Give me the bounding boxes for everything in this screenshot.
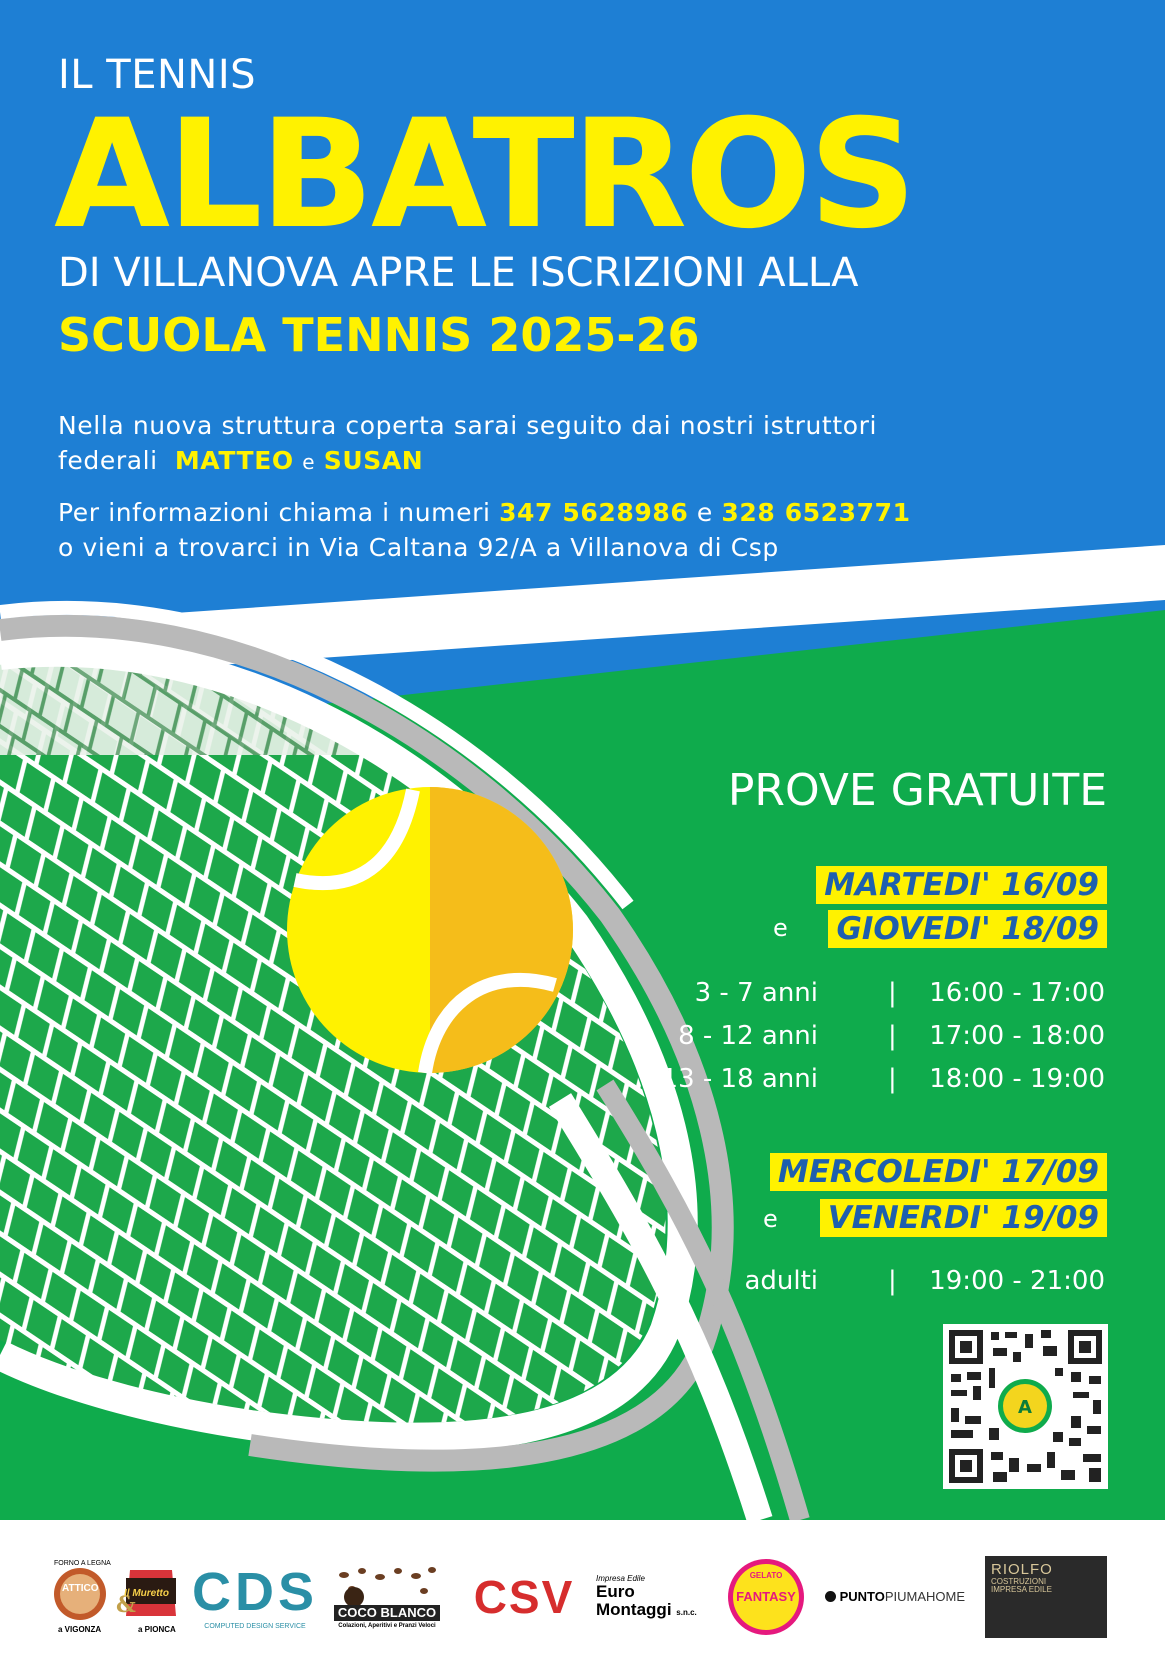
attico-place: a VIGONZA bbox=[58, 1625, 102, 1634]
slot-separator: | bbox=[888, 1266, 897, 1296]
phone-1: 347 5628986 bbox=[499, 498, 689, 527]
fantasy-name: FANTASY bbox=[736, 1589, 796, 1604]
punto-text: PUNTO bbox=[839, 1589, 885, 1605]
school-title: SCUOLA TENNIS 2025-26 bbox=[58, 308, 700, 362]
sponsor-euro-montaggi[interactable] bbox=[596, 1556, 706, 1638]
riolfo-name: RIOLFO bbox=[991, 1561, 1053, 1578]
trials-title: PROVE GRATUITE bbox=[727, 765, 1107, 816]
instructor-matteo: MATTEO bbox=[174, 446, 294, 475]
sponsor-fantasy[interactable] bbox=[725, 1556, 807, 1638]
group1-and: e bbox=[773, 914, 788, 942]
montaggi-text bbox=[596, 1601, 697, 1619]
info-line-3 bbox=[58, 495, 911, 530]
slot-row bbox=[640, 1064, 1105, 1104]
sponsor-csv[interactable] bbox=[470, 1556, 578, 1638]
svg-text:A: A bbox=[1018, 1397, 1032, 1418]
piuma-text: PIUMAHOME bbox=[884, 1589, 966, 1605]
and-text: e bbox=[302, 450, 316, 474]
attico-name: ATTICO bbox=[62, 1583, 99, 1594]
subtitle: DI VILLANOVA APRE LE ISCRIZIONI ALLA bbox=[58, 250, 859, 296]
amp-text: & bbox=[116, 1592, 136, 1618]
day-mercoledi: MERCOLEDI' 17/09 bbox=[770, 1153, 1107, 1191]
sponsor-coco-blanco[interactable] bbox=[330, 1556, 444, 1638]
info-line-1: Nella nuova struttura coperta sarai seguito dai nostri istruttori bbox=[58, 411, 878, 440]
riolfo-line3: IMPRESA EDILE bbox=[991, 1585, 1052, 1595]
cds-logo-text: CDS bbox=[192, 1561, 319, 1622]
sponsor-attico-muretto[interactable] bbox=[52, 1556, 180, 1638]
euro-text: Euro bbox=[596, 1582, 635, 1602]
tennis-ball-icon bbox=[285, 785, 575, 1075]
slot-separator: | bbox=[888, 1021, 897, 1051]
coffee-beans-icon bbox=[332, 1565, 442, 1605]
slot-time: 18:00 - 19:00 bbox=[929, 1064, 1105, 1094]
slot-age: 3 - 7 anni bbox=[694, 978, 818, 1008]
slot-age: adulti bbox=[744, 1266, 818, 1296]
montaggi-name: Montaggi bbox=[596, 1600, 672, 1620]
sponsor-riolfo[interactable] bbox=[985, 1556, 1107, 1638]
slot-time: 17:00 - 18:00 bbox=[929, 1021, 1105, 1051]
sponsors-footer bbox=[0, 1520, 1165, 1654]
muretto-name: Il Muretto bbox=[124, 1588, 169, 1599]
montaggi-suffix: s.n.c. bbox=[676, 1608, 697, 1618]
slot-age: 8 - 12 anni bbox=[678, 1021, 818, 1051]
attico-top-text: FORNO A LEGNA bbox=[54, 1560, 111, 1567]
riolfo-line2: COSTRUZIONI bbox=[991, 1576, 1047, 1586]
phone-2: 328 6523771 bbox=[721, 498, 911, 527]
slot-separator: | bbox=[888, 978, 897, 1008]
info-line-2 bbox=[58, 443, 423, 480]
instructor-susan: SUSAN bbox=[323, 446, 424, 475]
slot-row bbox=[640, 978, 1105, 1018]
slot-time: 16:00 - 17:00 bbox=[929, 978, 1105, 1008]
slot-row bbox=[640, 1266, 1105, 1306]
euro-montaggi-top: Impresa Edile bbox=[596, 1573, 645, 1583]
group2-and: e bbox=[763, 1205, 778, 1233]
punto-piuma-logo bbox=[825, 1590, 965, 1604]
cds-tagline: COMPUTED DESIGN SERVICE bbox=[204, 1622, 306, 1630]
csv-text: CSV bbox=[473, 1570, 575, 1623]
qr-code-icon[interactable] bbox=[943, 1324, 1108, 1489]
coco-blanco-name: COCO BLANCO bbox=[334, 1605, 440, 1621]
fantasy-top: GELATO bbox=[749, 1571, 783, 1580]
federali-text: federali bbox=[58, 446, 158, 475]
slot-row bbox=[640, 1021, 1105, 1061]
day-venerdi: VENERDI' 19/09 bbox=[820, 1199, 1107, 1237]
day-giovedi: GIOVEDI' 18/09 bbox=[828, 910, 1107, 948]
coco-blanco-tagline: Colazioni, Aperitivi e Pranzi Veloci bbox=[338, 1622, 436, 1629]
sponsor-punto-piuma[interactable] bbox=[820, 1556, 970, 1638]
day-martedi: MARTEDI' 16/09 bbox=[816, 866, 1107, 904]
intro-text: IL TENNIS bbox=[58, 52, 257, 98]
info-prefix: Per informazioni chiama i numeri bbox=[58, 498, 491, 527]
info-line-4: o vieni a trovarci in Via Caltana 92/A a Villanova di Csp bbox=[58, 533, 779, 562]
phone-and: e bbox=[696, 498, 713, 527]
muretto-place: a PIONCA bbox=[138, 1625, 176, 1634]
sponsor-cds[interactable] bbox=[192, 1556, 319, 1638]
slot-time: 19:00 - 21:00 bbox=[929, 1266, 1105, 1296]
page-title: ALBATROS bbox=[54, 88, 914, 262]
slot-separator: | bbox=[888, 1064, 897, 1094]
csv-logo-text bbox=[473, 1570, 575, 1623]
dot-icon bbox=[825, 1591, 836, 1602]
slot-age: 13 - 18 anni bbox=[661, 1064, 818, 1094]
